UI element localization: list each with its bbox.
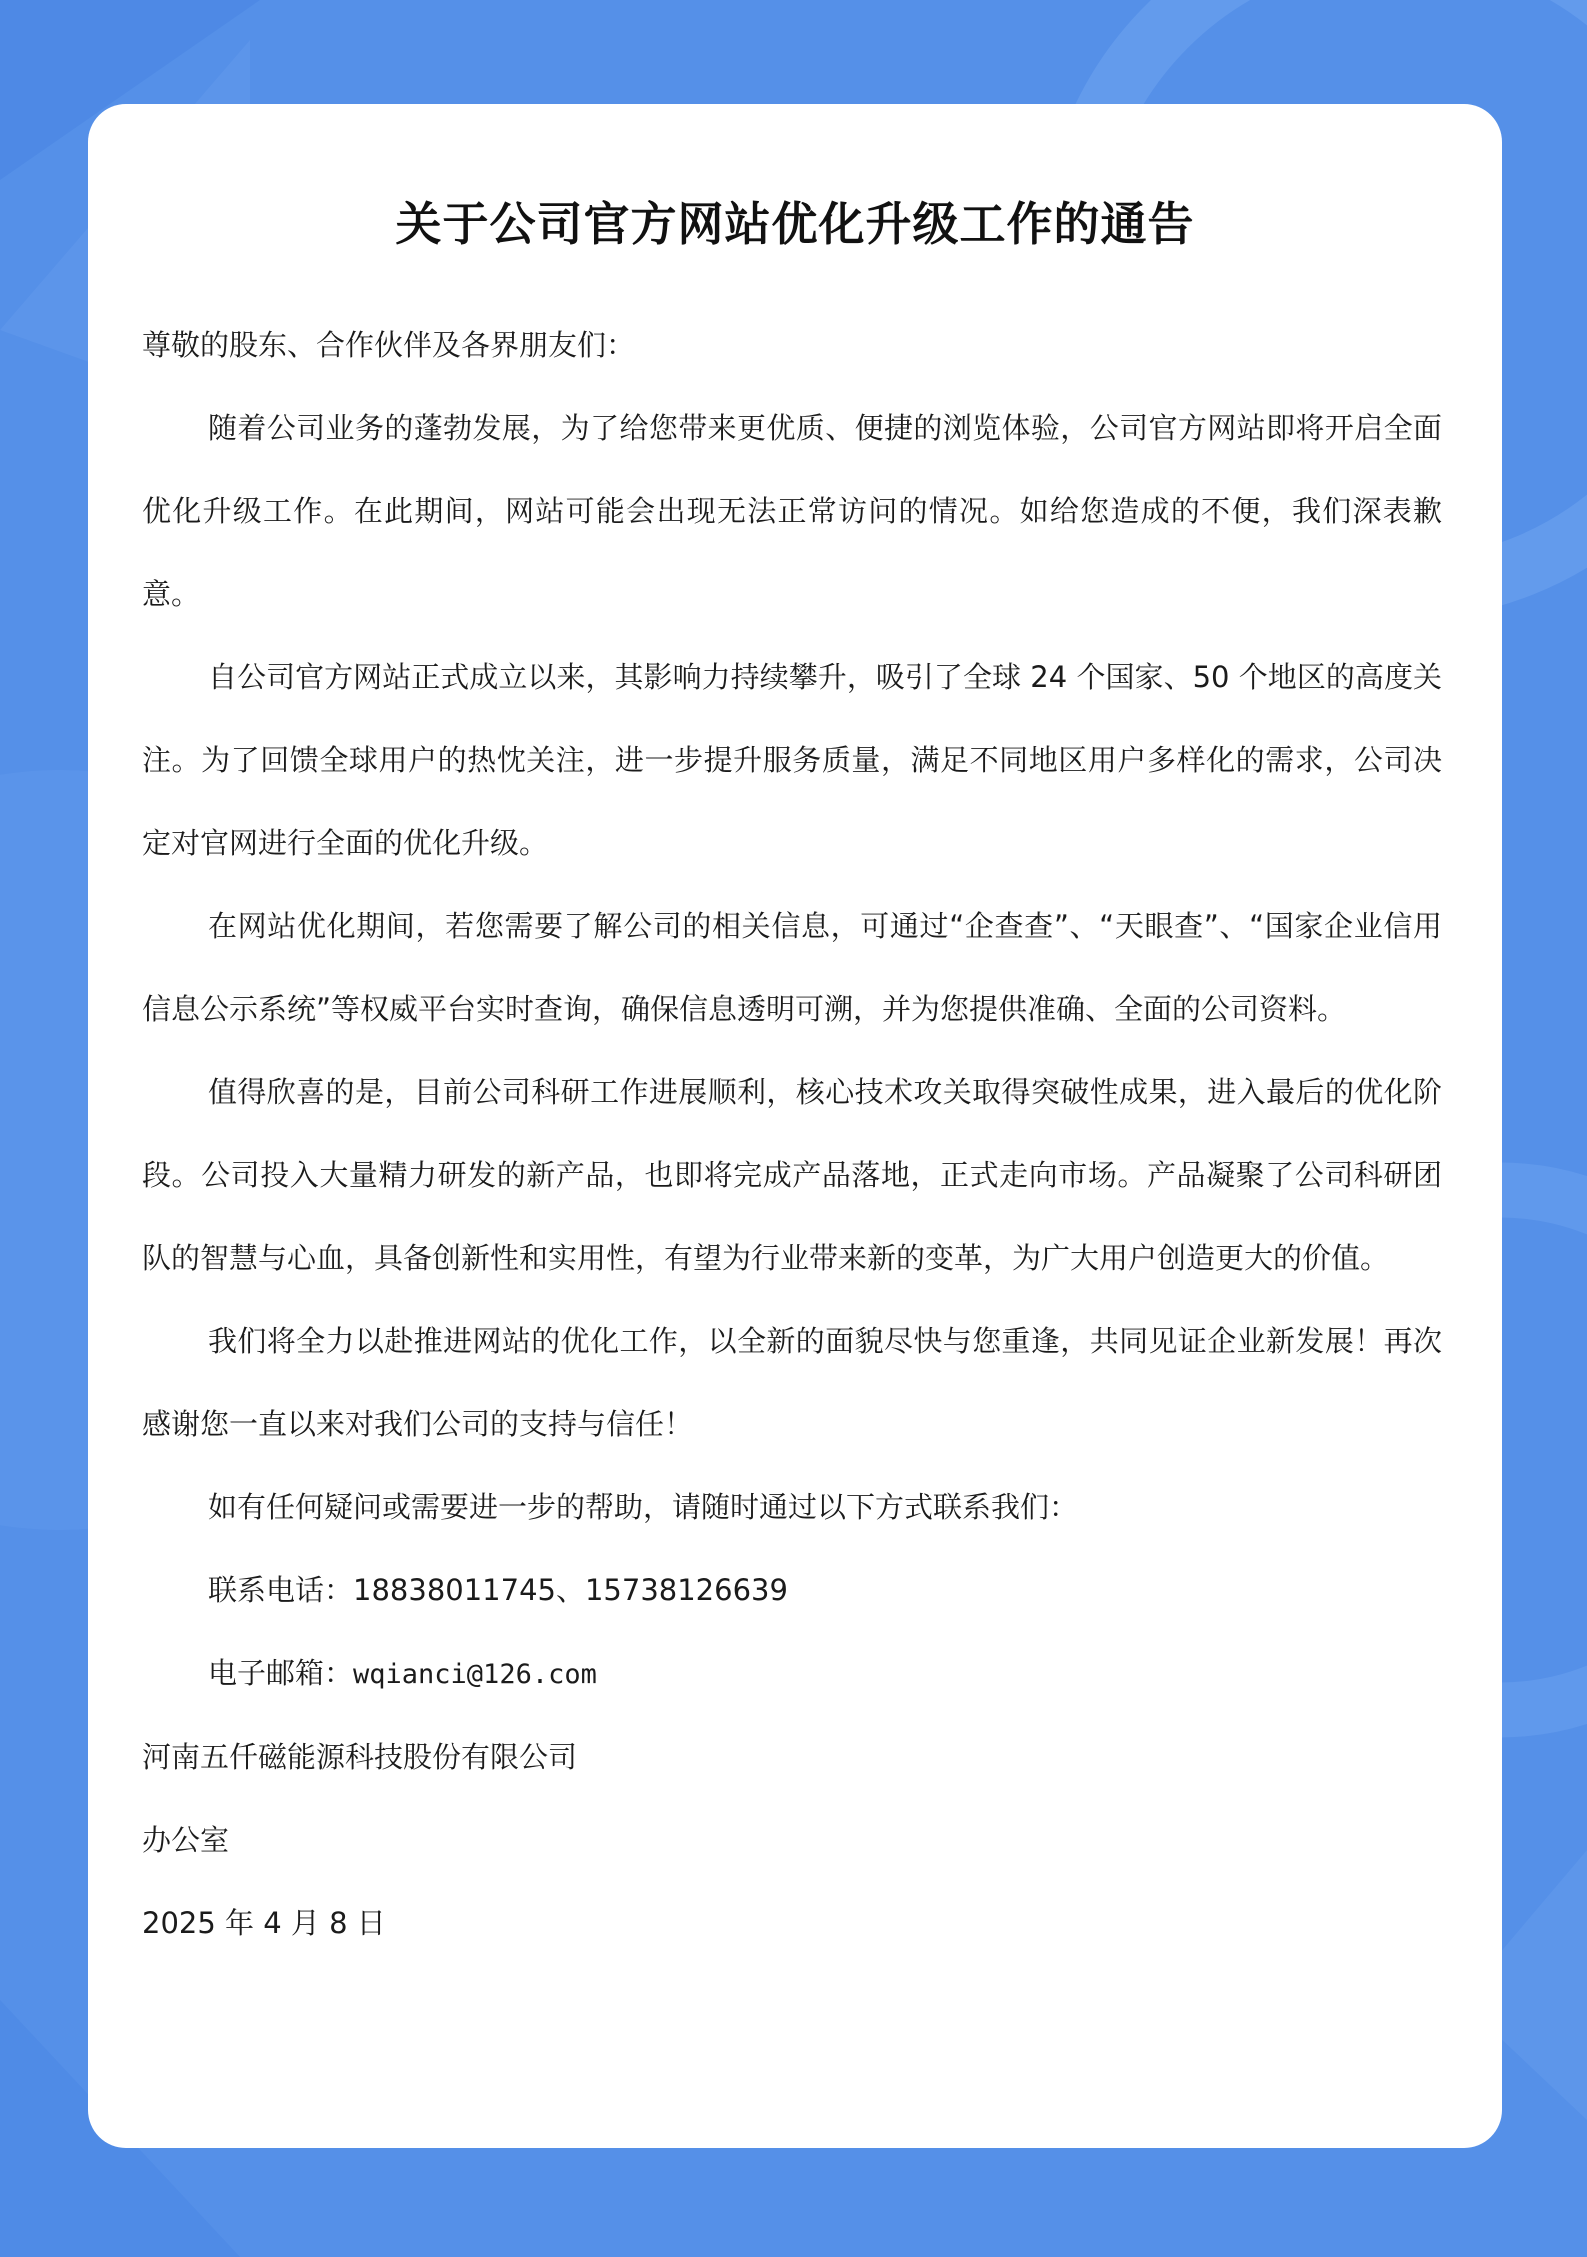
signature-department: 办公室 (142, 1823, 230, 1857)
paragraph-1: 随着公司业务的蓬勃发展，为了给您带来更优质、便捷的浏览体验，公司官方网站即将开启全面优化升级工作。在此期间，网站可能会出现无法正常访问的情况。如给您造成的不便，我们深表歉意。 (142, 411, 1442, 611)
phone-label: 联系电话： (208, 1573, 354, 1607)
signature-date: 2025 年 4 月 8 日 (142, 1906, 386, 1940)
notice-title: 关于公司官方网站优化升级工作的通告 (395, 197, 1195, 251)
email-label: 电子邮箱： (208, 1656, 354, 1690)
paragraph-2: 自公司官方网站正式成立以来，其影响力持续攀升，吸引了全球 24 个国家、50 个地区的高度关注。为了回馈全球用户的热忱关注，进一步提升服务质量，满足不同地区用户多样化的需求，公司决定对官网进行全面的优化升级。 (142, 660, 1442, 860)
contact-phone (142, 1549, 1442, 1632)
paragraph-4: 值得欣喜的是，目前公司科研工作进展顺利，核心技术攻关取得突破性成果，进入最后的优化阶段。公司投入大量精力研发的新产品，也即将完成产品落地，正式走向市场。产品凝聚了公司科研团队的智慧与心血，具备创新性和实用性，有望为行业带来新的变革，为广大用户创造更大的价值。 (142, 1075, 1442, 1275)
notice-body (142, 304, 1442, 1965)
salutation: 尊敬的股东、合作伙伴及各界朋友们： (142, 328, 636, 362)
email-value: wqianci@126.com (353, 1659, 597, 1690)
paragraph-3: 在网站优化期间，若您需要了解公司的相关信息，可通过“企查查”、“天眼查”、“国家企业信用信息公示系统”等权威平台实时查询，确保信息透明可溯，并为您提供准确、全面的公司资料。 (142, 909, 1442, 1026)
signature-company: 河南五仟磁能源科技股份有限公司 (142, 1740, 578, 1774)
paragraph-5: 我们将全力以赴推进网站的优化工作，以全新的面貌尽快与您重逢，共同见证企业新发展！再次感谢您一直以来对我们公司的支持与信任！ (142, 1324, 1442, 1441)
contact-email (142, 1632, 1442, 1716)
phone-value: 18838011745、15738126639 (353, 1573, 788, 1607)
contact-intro: 如有任何疑问或需要进一步的帮助，请随时通过以下方式联系我们： (208, 1490, 1079, 1524)
notice-card (88, 104, 1502, 2148)
